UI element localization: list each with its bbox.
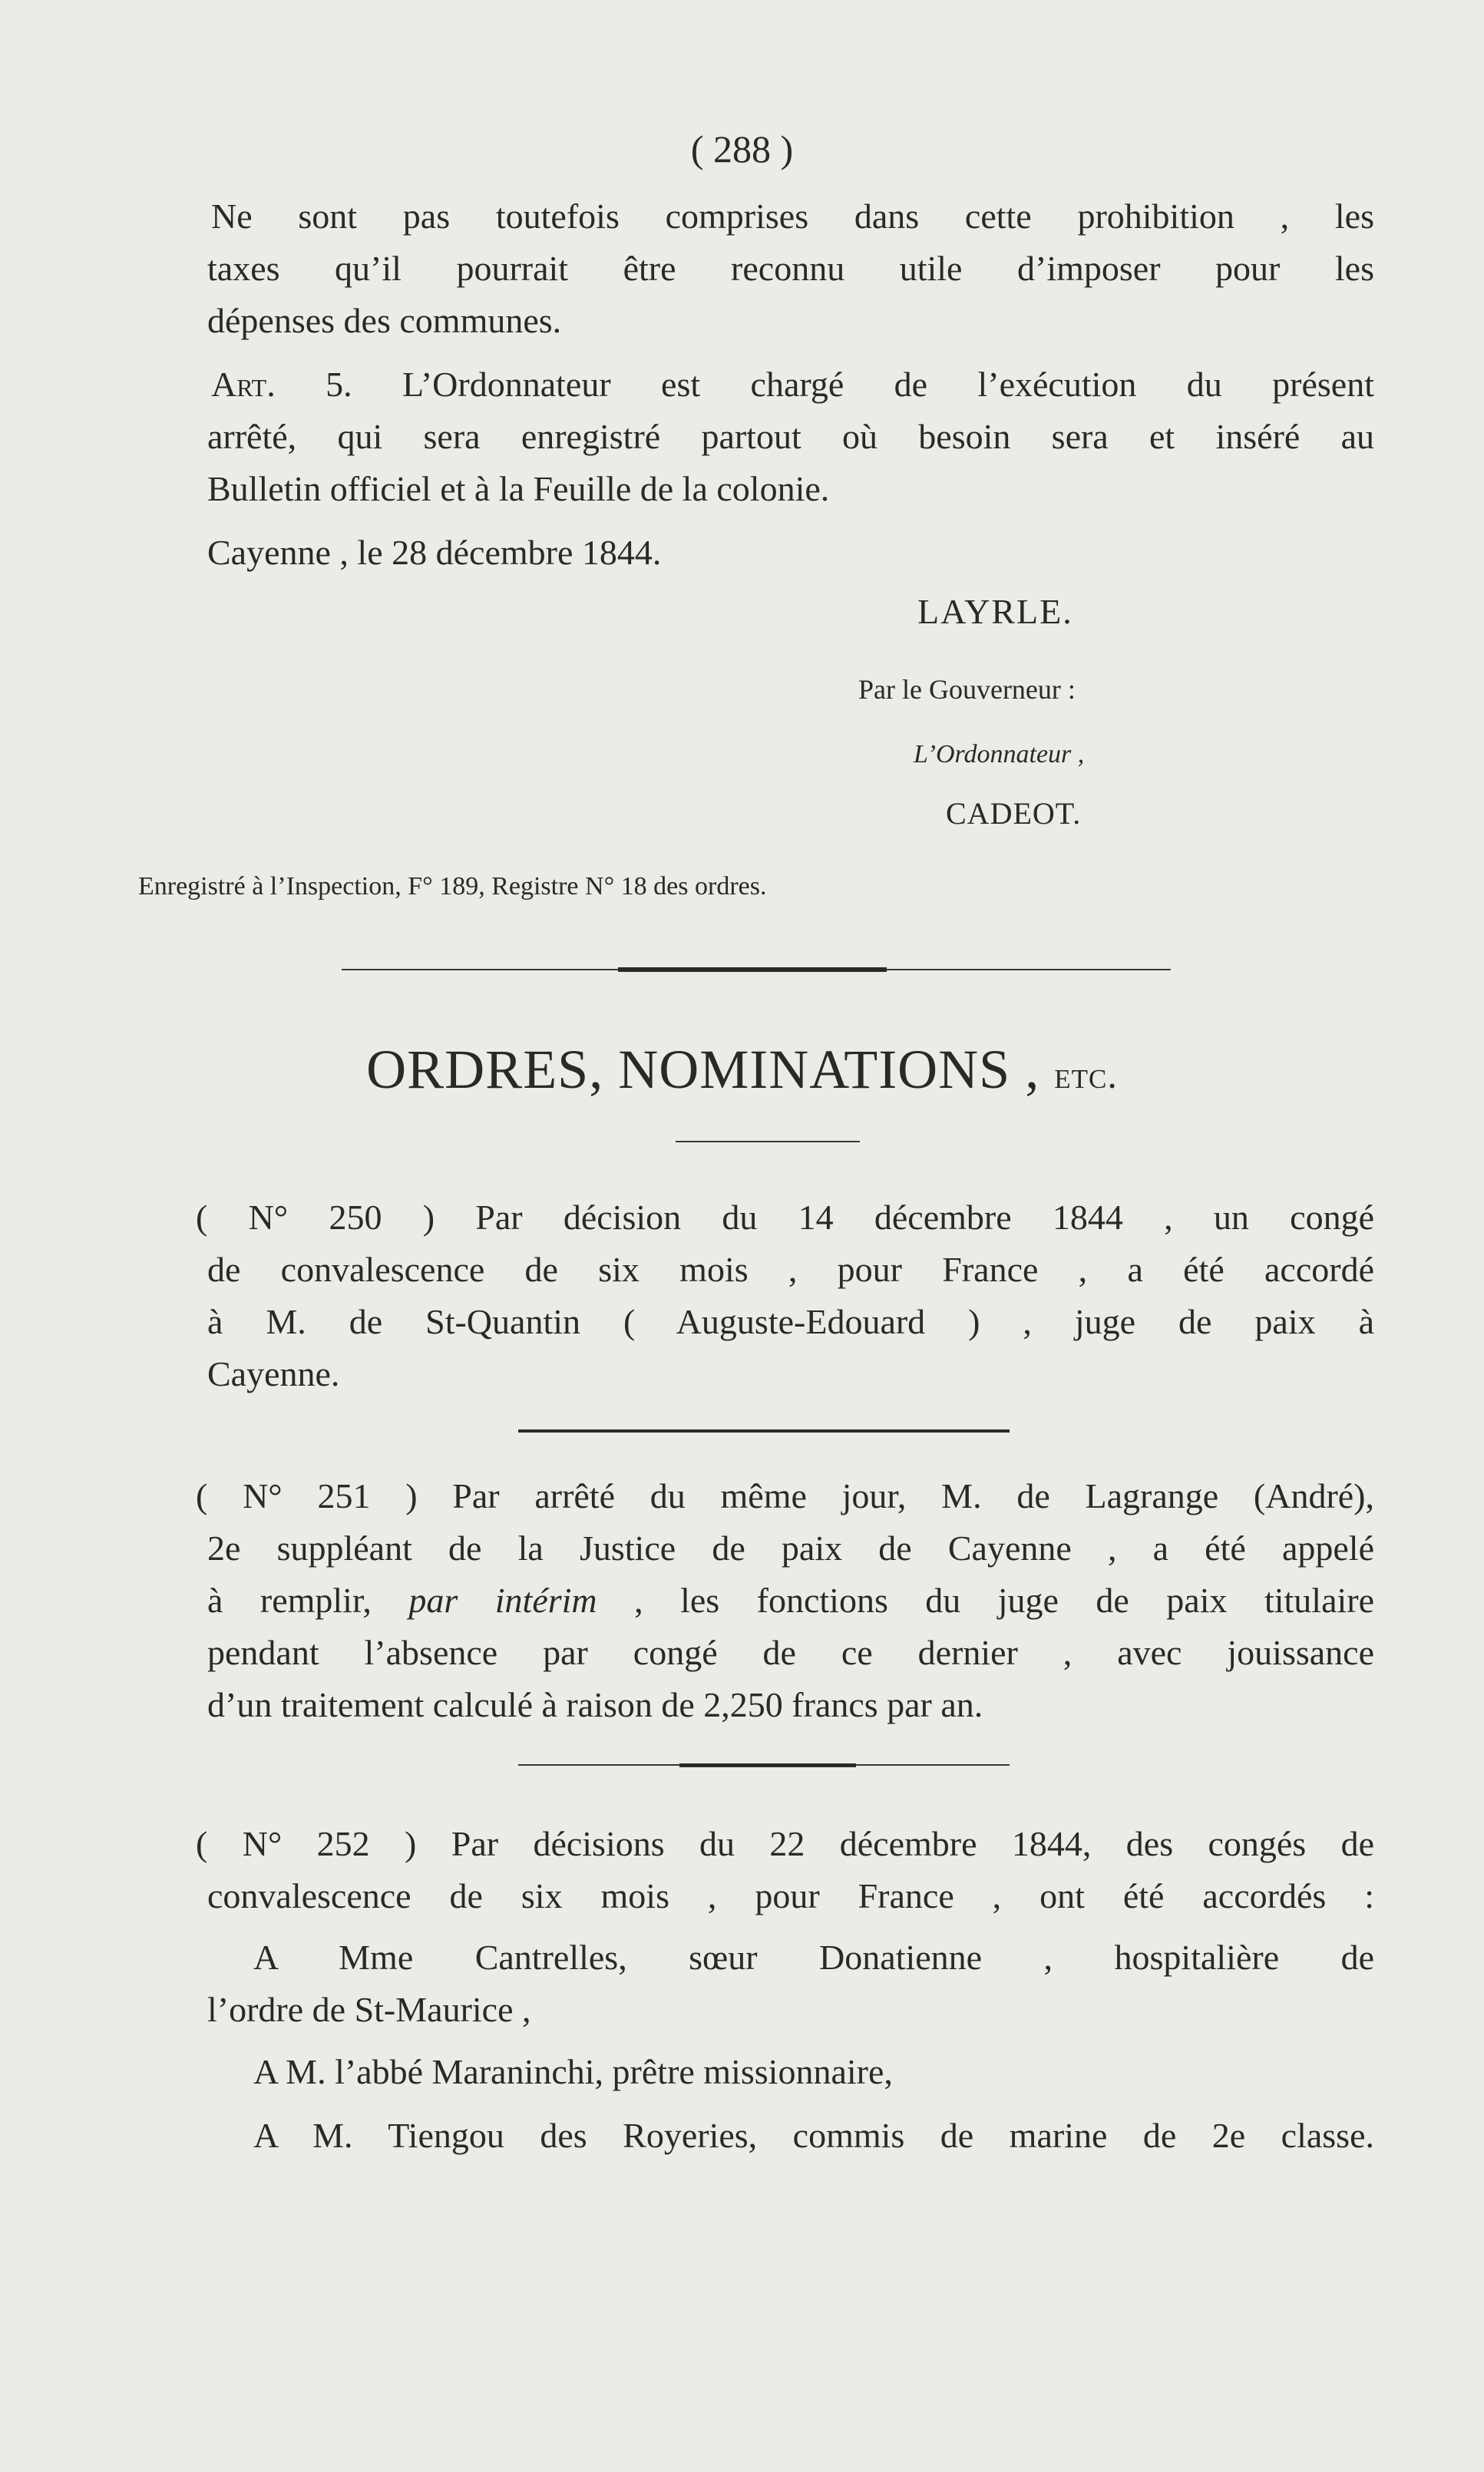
art5-line-3: Bulletin officiel et à la Feuille de la colonie.	[207, 469, 830, 508]
signature-name: CADEOT.	[946, 796, 1082, 831]
section-divider	[342, 969, 1171, 970]
divider-250	[518, 1429, 1010, 1433]
signature-governor: LAYRLE.	[917, 592, 1073, 631]
n252-line-6: A M. Tiengou des Royeries, commis de marine de 2e classe.	[253, 2116, 1374, 2155]
n251-line-3	[207, 1576, 1374, 1625]
section-title-text: ORDRES, NOMINATIONS ,	[366, 1039, 1040, 1100]
n250-line-2: de convalescence de six mois , pour France , a été accordé	[207, 1250, 1374, 1289]
intro-line-3: dépenses des communes.	[207, 301, 562, 340]
n252-line-3: A Mme Cantrelles, sœur Donatienne , hospitalière de	[253, 1938, 1374, 1977]
signature-par: Par le Gouverneur :	[858, 674, 1076, 705]
n251-line3-a: à remplir,	[207, 1581, 372, 1620]
intro-line-1: Ne sont pas toutefois comprises dans cette prohibition , les	[211, 197, 1374, 236]
n251-line-5: d’un traitement calculé à raison de 2,250 francs par an.	[207, 1685, 983, 1724]
n251-line-4: pendant l’absence par congé de ce dernier , avec jouissance	[207, 1633, 1374, 1672]
page-number: ( 288 )	[690, 127, 794, 170]
n250-line-1: ( N° 250 ) Par décision du 14 décembre 1844 , un congé	[196, 1198, 1374, 1237]
n252-line-1: ( N° 252 ) Par décisions du 22 décembre 1844, des congés de	[196, 1824, 1374, 1863]
art5-line-1	[211, 360, 1374, 409]
signature-title	[914, 733, 1084, 776]
n250-line-4: Cayenne.	[207, 1354, 340, 1393]
n251-line3-b: , les fonctions du juge de paix titulaire	[634, 1581, 1375, 1620]
art5-line1-text: L’Ordonnateur est chargé de l’exécution du présent	[402, 365, 1374, 404]
n252-line-4: l’ordre de St-Maurice ,	[207, 1990, 531, 2029]
n250-line-3: à M. de St-Quantin ( Auguste-Edouard ) , juge de paix à	[207, 1302, 1374, 1341]
art5-line-2: arrêté, qui sera enregistré partout où besoin sera et inséré au	[207, 417, 1374, 456]
registration-note: Enregistré à l’Inspection, F° 189, Registre N° 18 des ordres.	[138, 872, 767, 901]
date-line: Cayenne , le 28 décembre 1844.	[207, 533, 662, 572]
section-title-etc: etc.	[1054, 1053, 1118, 1096]
n251-line3-italic: par intérim	[408, 1581, 597, 1620]
art5-label: Art. 5.	[211, 365, 352, 404]
signature-title-text: L’Ordonnateur ,	[914, 740, 1085, 768]
n251-line-2: 2e suppléant de la Justice de paix de Cayenne , a été appelé	[207, 1528, 1374, 1568]
section-title	[0, 1035, 1484, 1109]
divider-251	[518, 1764, 1010, 1766]
intro-line-2: taxes qu’il pourrait être reconnu utile d’imposer pour les	[207, 249, 1374, 288]
n252-line-5: A M. l’abbé Maraninchi, prêtre missionnaire,	[253, 2052, 893, 2091]
n251-line-1: ( N° 251 ) Par arrêté du même jour, M. de Lagrange (André),	[196, 1476, 1374, 1515]
n252-line-2: convalescence de six mois , pour France , ont été accordés :	[207, 1876, 1374, 1915]
title-underline	[676, 1141, 860, 1142]
